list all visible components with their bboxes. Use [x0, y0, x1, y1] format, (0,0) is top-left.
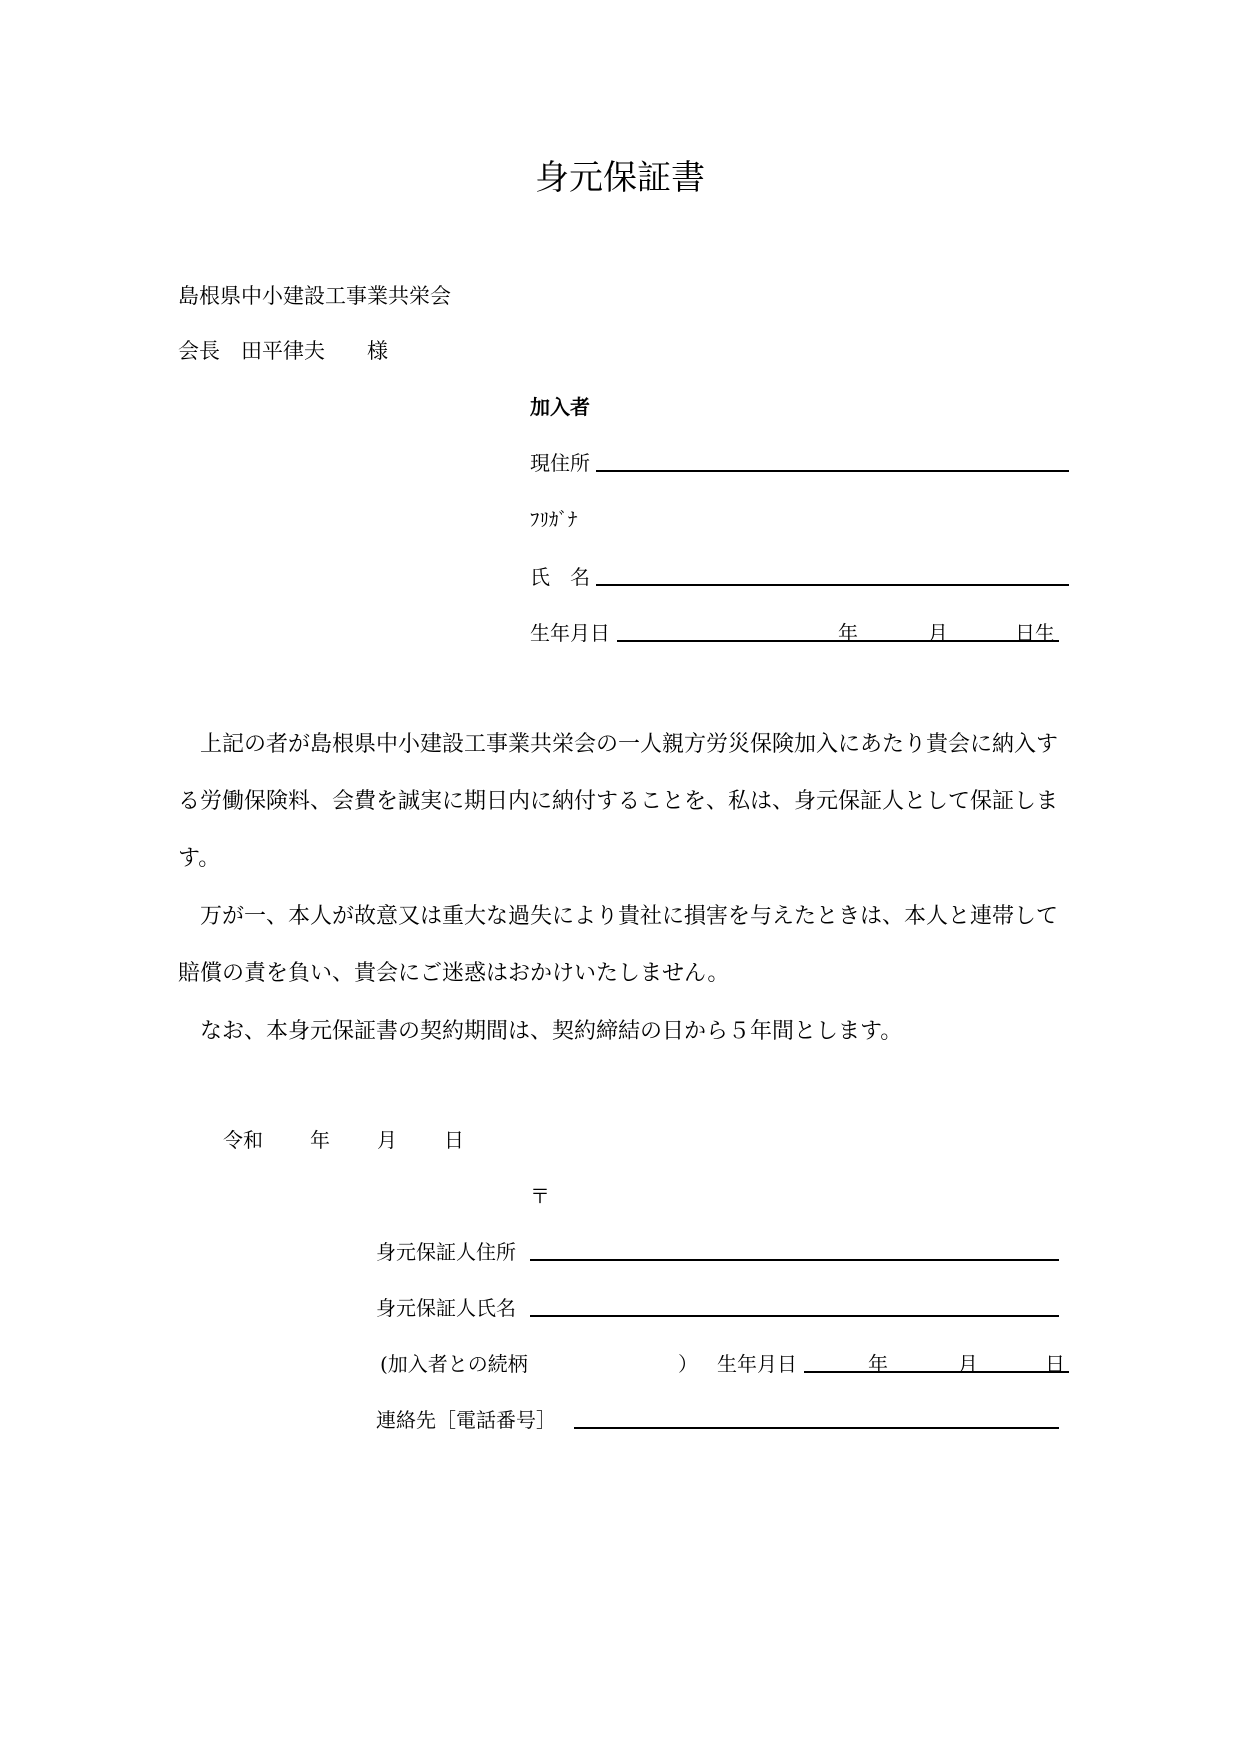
postal-mark: 〒 — [530, 1184, 550, 1208]
guarantor-name-field[interactable] — [530, 1315, 1059, 1317]
body-paragraph-3: なお、本身元保証書の契約期間は、契約締結の日から５年間とします。 — [200, 1019, 903, 1044]
date-month: 月 — [377, 1128, 397, 1152]
guarantor-name-label: 身元保証人氏名 — [376, 1296, 516, 1320]
date-day: 日 — [444, 1128, 464, 1152]
guarantor-address-label: 身元保証人住所 — [376, 1240, 516, 1264]
subscriber-heading: 加入者 — [530, 395, 590, 419]
document-title: 身元保証書 — [535, 158, 705, 198]
subscriber-name-field[interactable] — [596, 584, 1069, 586]
date-era: 令和 — [223, 1128, 263, 1152]
body-text — [178, 716, 1068, 1060]
guarantor-birth-day: 日 — [1045, 1352, 1065, 1376]
subscriber-birth-day: 日生 — [1015, 621, 1055, 645]
guarantor-contact-field[interactable] — [574, 1427, 1059, 1429]
body-paragraph-2: 万が一、本人が故意又は重大な過失により貴社に損害を与えたときは、本人と連帯して賠償の責を負い、貴会にご迷惑はおかけいたしません。 — [178, 904, 1059, 986]
guarantor-birth-label: 生年月日 — [717, 1352, 797, 1376]
subscriber-birth-label: 生年月日 — [530, 621, 610, 645]
guarantor-birth-month: 月 — [958, 1352, 978, 1376]
recipient-name: 会長 田平律夫 様 — [178, 339, 388, 363]
date-year: 年 — [310, 1128, 330, 1152]
guarantor-relation-close: ） — [678, 1352, 698, 1376]
subscriber-birth-year: 年 — [838, 621, 858, 645]
guarantor-address-field[interactable] — [530, 1259, 1059, 1261]
guarantor-contact-label: 連絡先［電話番号］ — [376, 1408, 556, 1432]
subscriber-birth-month: 月 — [928, 621, 948, 645]
body-paragraph-1: 上記の者が島根県中小建設工事業共栄会の一人親方労災保険加入にあたり貴会に納入する労働保険料、会費を誠実に期日内に納付することを、私は、身元保証人として保証します。 — [178, 732, 1059, 871]
subscriber-furigana-label: ﾌﾘｶﾞﾅ — [530, 509, 578, 531]
subscriber-address-label: 現住所 — [530, 451, 590, 475]
subscriber-name-label: 氏 名 — [530, 565, 590, 589]
guarantor-birth-field[interactable] — [804, 1371, 1069, 1373]
guarantor-relation-label: (加入者との続柄 — [380, 1352, 528, 1376]
recipient-organization: 島根県中小建設工事業共栄会 — [178, 284, 451, 308]
guarantor-birth-year: 年 — [868, 1352, 888, 1376]
subscriber-address-field[interactable] — [596, 470, 1069, 472]
